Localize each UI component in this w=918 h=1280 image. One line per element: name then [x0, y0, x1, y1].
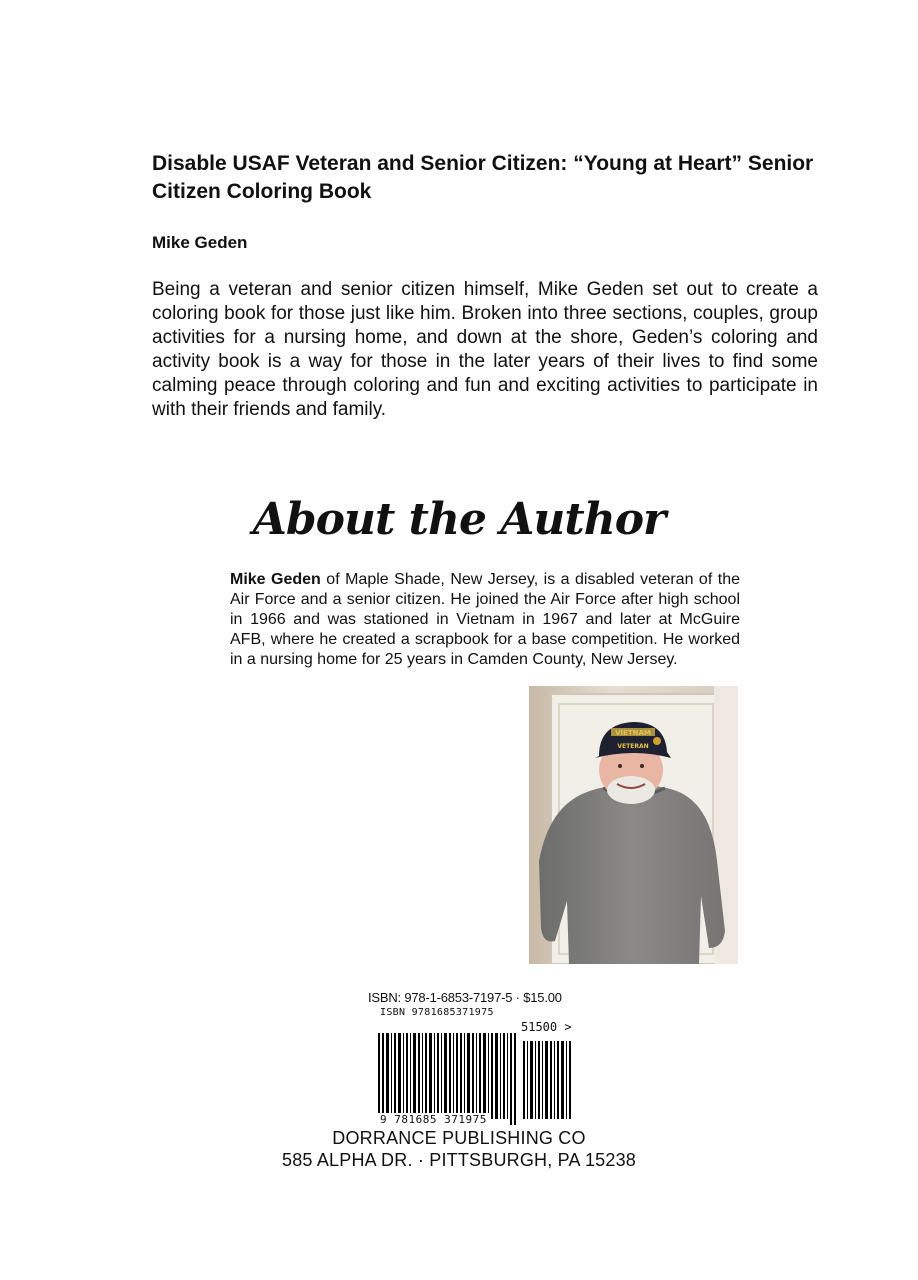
barcode-isbn-label: ISBN 9781685371975 [380, 1007, 494, 1018]
cap-text-veteran: VETERAN [617, 743, 649, 750]
publisher-name: DORRANCE PUBLISHING CO [332, 1128, 586, 1148]
isbn-price: ISBN: 978-1-6853-7197-5 · $15.00 [368, 990, 562, 1005]
author-name: Mike Geden [152, 233, 248, 252]
barcode-addon-digits: 51500 > [521, 1020, 572, 1034]
bio-author-name: Mike Geden [230, 571, 321, 588]
cap-text-vietnam: VIETNAM [615, 729, 651, 737]
book-description: Being a veteran and senior citizen himself, Mike Geden set out to create a coloring book for those just like him. Broken into three sections, couples, group activities for a nursing home, and down at the shore, Geden’s coloring and activity book is a way for those in the later years of their lives to find some calming peace through coloring and fun and exciting activities to participate in with their friends and family. [152, 279, 818, 420]
book-title: Disable USAF Veteran and Senior Citizen: “Young at Heart” Senior Citizen Coloring Book [152, 152, 814, 203]
author-photo-illustration [529, 686, 738, 964]
author-bio [230, 570, 740, 670]
bio-text: of Maple Shade, New Jersey, is a disabled veteran of the Air Force and a senior citizen. He joined the Air Force after high school in 1966 and was stationed in Vietnam in 1967 and later at McGuire AFB, where he created a scrapbook for a base competition. He worked in a nursing home for 25 years in Camden County, New Jersey. [230, 571, 740, 668]
publisher-address: 585 ALPHA DR. · PITTSBURGH, PA 15238 [281, 1150, 637, 1170]
about-author-heading: About the Author [252, 494, 666, 545]
author-photo [529, 686, 738, 964]
barcode-digits: 9 781685 371975 [380, 1113, 487, 1126]
